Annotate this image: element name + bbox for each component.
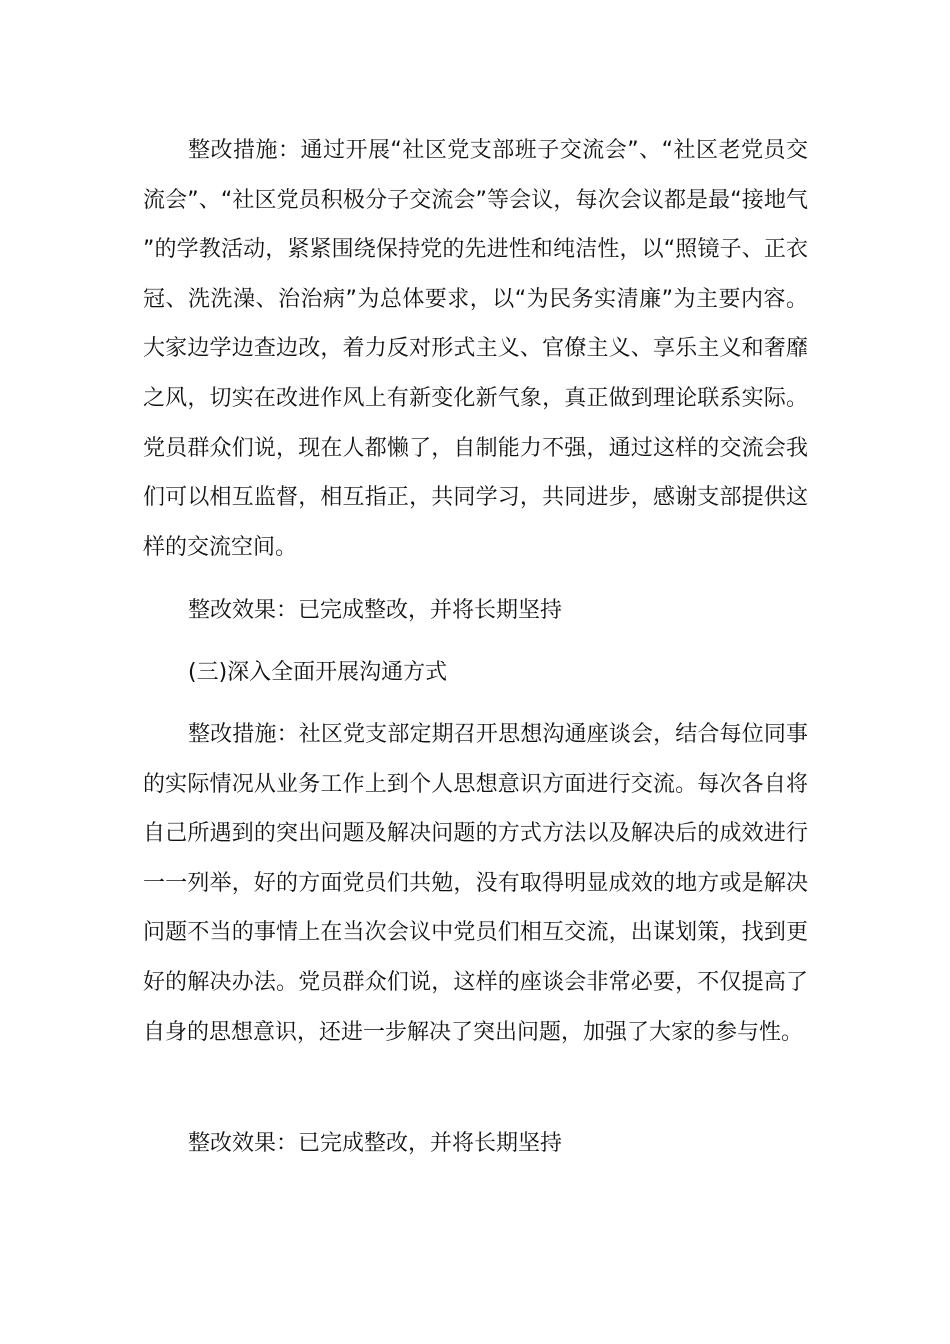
paragraph-rectification-measures-exchange-meetings: 整改措施：通过开展“社区党支部班子交流会”、“社区老党员交流会”、“社区党员积极分子交流会”等会议，每次会议都是最“接地气”的学教活动，紧紧围绕保持党的先进性和纯洁性，以“照镜子、正衣冠、洗洗澡、治治病”为总体要求，以“为民务实清廉”为主要内容。大家边学边查边改，着力反对形式主义、官僚主义、享乐主义和奢靡之风，切实在改进作风上有新变化新气象，真正做到理论联系实际。党员群众们说，现在人都懒了，自制能力不强，通过这样的交流会我们可以相互监督，相互指正，共同学习，共同进步，感谢支部提供这样的交流空间。 xyxy=(143,138,808,560)
paragraph-rectification-effect-1: 整改效果：已完成整改，并将长期坚持 xyxy=(188,598,563,623)
section-heading-communication: (三)深入全面开展沟通方式 xyxy=(188,660,448,685)
paragraph-rectification-effect-2: 整改效果：已完成整改，并将长期坚持 xyxy=(188,1131,563,1156)
paragraph-rectification-measures-symposium: 整改措施：社区党支部定期召开思想沟通座谈会，结合每位同事的实际情况从业务工作上到个人思想意识方面进行交流。每次各自将自己所遇到的突出问题及解决问题的方式方法以及解决后的成效进行一一列举，好的方面党员们共勉，没有取得明显成效的地方或是解决问题不当的事情上在当次会议中党员们相互交流，出谋划策，找到更好的解决办法。党员群众们说，这样的座谈会非常必要，不仅提高了自身的思想意识，还进一步解决了突出问题，加强了大家的参与性。 xyxy=(143,722,808,1045)
